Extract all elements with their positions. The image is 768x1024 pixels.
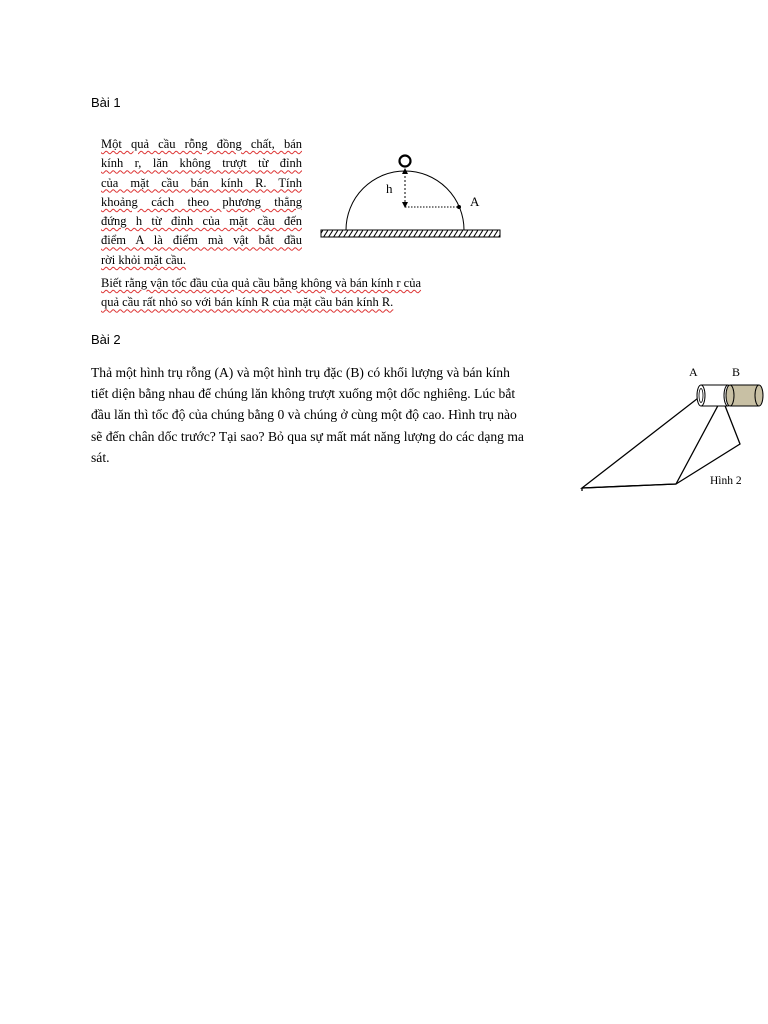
bai1-line: khoảng cách theo phương thẳng (101, 194, 302, 209)
bai1-title: Bài 1 (91, 95, 121, 110)
label-cylinder-a: A (689, 365, 698, 379)
label-a: A (470, 194, 480, 209)
bai1-line: rời khỏi mặt cầu. (101, 252, 187, 267)
figure-caption: Hình 2 (710, 475, 742, 487)
incline-top-face (582, 395, 722, 488)
bai1-line: Một quả cầu rỗng đồng chất, bán (101, 137, 302, 151)
cylinder-b-solid (726, 385, 763, 406)
bai1-problem-text (101, 135, 302, 270)
bai1-line: đứng h từ đỉnh của mặt cầu đến (101, 214, 302, 229)
bai2-title: Bài 2 (91, 332, 121, 347)
bai2-line: Thả một hình trụ rỗng (A) và một hình trụ đặc (B) có khối lượng và bán kính (91, 365, 510, 380)
bai1-line: kính r, lăn không trượt từ đỉnh (101, 156, 302, 171)
ground-hatch (321, 230, 500, 237)
bai2-problem-text (91, 362, 573, 468)
bai1-line: Biết rằng vận tốc đầu của quả cầu bằng không và bán kính r của (101, 276, 422, 290)
bai1-line: quả cầu rất nhỏ so với bán kính R của mặt cầu bán kính R. (101, 295, 394, 310)
bai2-line: đầu lăn thì tốc độ của chúng bằng 0 và chúng ở cùng một độ cao. Hình trụ nào (91, 407, 517, 423)
bai1-line: điểm A là điểm mà vật bắt đầu (101, 233, 302, 248)
bai2-line: sẽ đến chân dốc trước? Tại sao? Bỏ qua sự mất mát năng lượng do các dạng ma (91, 428, 524, 444)
bai1-hemisphere-figure (318, 150, 503, 242)
bai2-line: sát. (91, 449, 110, 465)
bai1-line: của mặt cầu bán kính R. Tính (101, 175, 302, 190)
bai2-incline-figure (578, 360, 748, 495)
rolling-sphere (400, 156, 411, 167)
label-h: h (386, 181, 393, 196)
label-cylinder-b: B (732, 365, 741, 379)
bai2-line: tiết diện bằng nhau để chúng lăn không trượt xuống một dốc nghiêng. Lúc bắt (91, 386, 516, 402)
bai1-problem-text-continued (101, 274, 521, 313)
point-a-marker (457, 205, 461, 209)
